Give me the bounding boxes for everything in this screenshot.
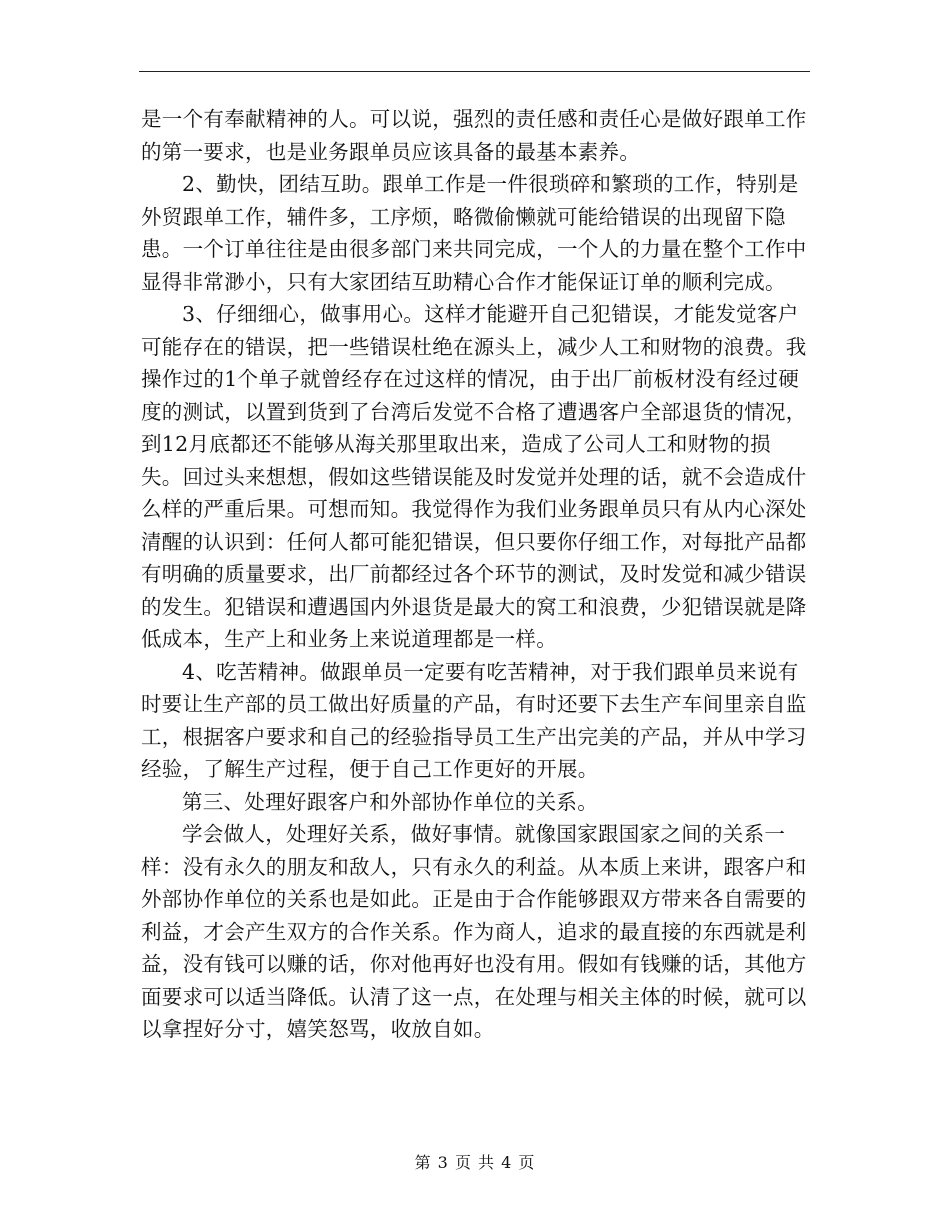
document-body [141, 103, 811, 1046]
paragraph: 学会做人，处理好关系，做好事情。就像国家跟国家之间的关系一样：没有永久的朋友和敌人，只有永久的利益。从本质上来讲，跟客户和外部协作单位的关系也是如此。正是由于合作能够跟双方带来各自需要的利益，才会产生双方的合作关系。作为商人，追求的最直接的东西就是利益，没有钱可以赚的话，你对他再好也没有用。假如有钱赚的话，其他方面要求可以适当降低。认清了这一点，在处理与相关主体的时候，就可以以拿捏好分寸，嬉笑怒骂，收放自如。 [141, 822, 807, 1041]
header-rule [139, 71, 810, 72]
paragraph: 第三、处理好跟客户和外部协作单位的关系。 [182, 789, 598, 814]
paragraph: 是一个有奉献精神的人。可以说，强烈的责任感和责任心是做好跟单工作的第一要求，也是业务跟单员应该具备的最基本素养。 [141, 107, 807, 164]
paragraph: 2、勤快，团结互助。跟单工作是一件很琐碎和繁琐的工作，特别是外贸跟单工作，辅件多，工序烦，略微偷懒就可能给错误的出现留下隐患。一个订单往往是由很多部门来共同完成，一个人的力量在整个工作中显得非常渺小，只有大家团结互助精心合作才能保证订单的顺利完成。 [141, 172, 807, 294]
page-number-footer: 第 3 页 共 4 页 [414, 1153, 536, 1172]
paragraph: 4、吃苦精神。做跟单员一定要有吃苦精神，对于我们跟单员来说有时要让生产部的员工做出好质量的产品，有时还要下去生产车间里亲自监工，根据客户要求和自己的经验指导员工生产出完美的产品，并从中学习经验，了解生产过程，便于自己工作更好的开展。 [141, 659, 807, 781]
paragraph: 3、仔细细心，做事用心。这样才能避开自己犯错误，才能发觉客户可能存在的错误，把一些错误杜绝在源头上，减少人工和财物的浪费。我操作过的1个单子就曾经存在过这样的情况，由于出厂前板材没有经过硬度的测试，以置到货到了台湾后发觉不合格了遭遇客户全部退货的情况，到12月底都还不能够从海关那里取出来，造成了公司人工和财物的损失。回过头来想想，假如这些错误能及时发觉并处理的话，就不会造成什么样的严重后果。可想而知。我觉得作为我们业务跟单员只有从内心深处清醒的认识到：任何人都可能犯错误，但只要你仔细工作，对每批产品都有明确的质量要求，出厂前都经过各个环节的测试，及时发觉和减少错误的发生。犯错误和遭遇国内外退货是最大的窝工和浪费，少犯错误就是降低成本，生产上和业务上来说道理都是一样。 [141, 302, 807, 651]
